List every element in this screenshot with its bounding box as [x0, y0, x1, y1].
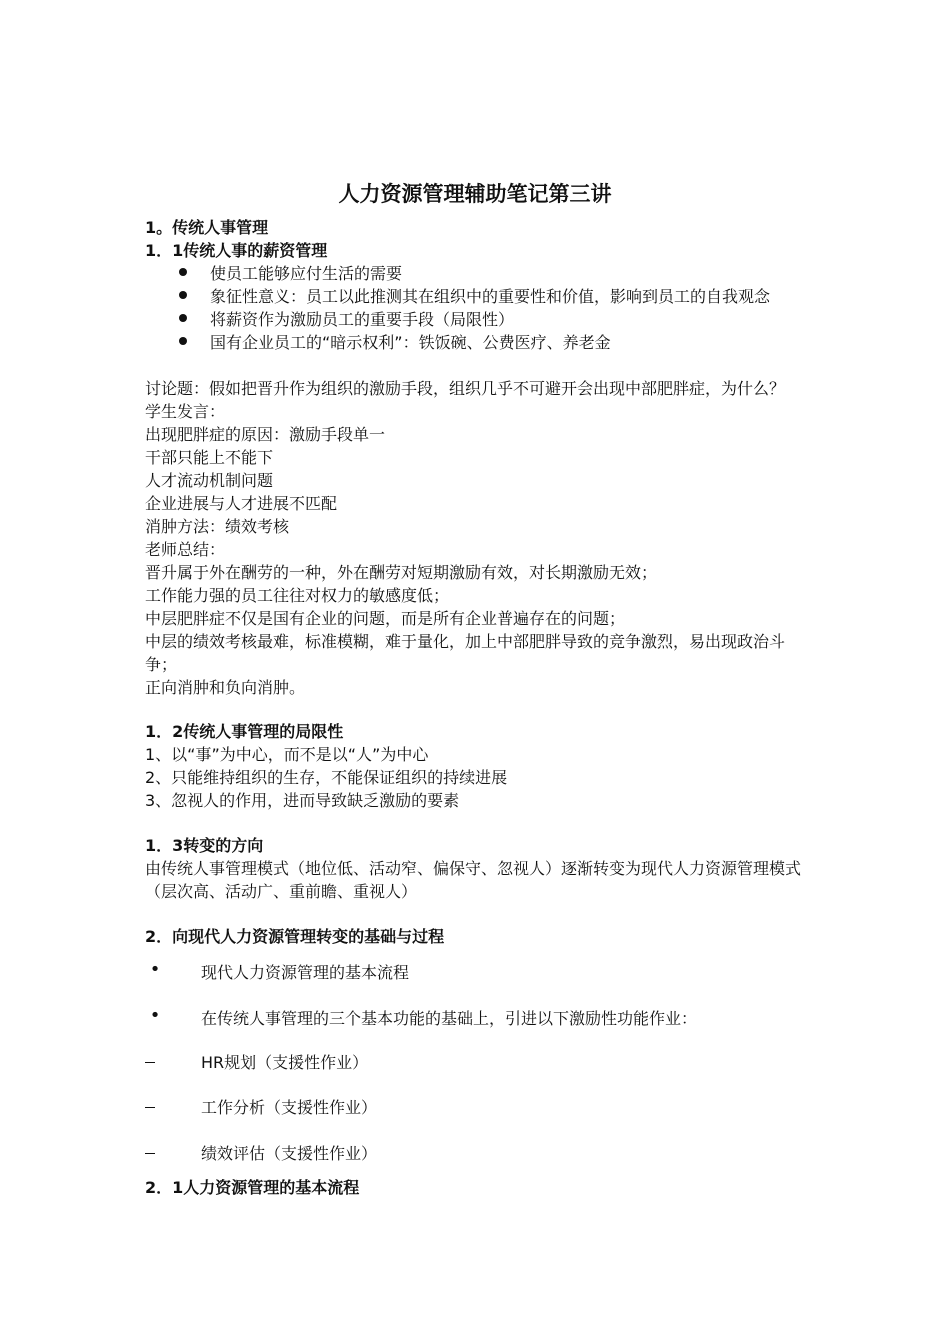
section-1-3-heading: 1．3转变的方向	[145, 836, 264, 855]
discussion-line: 企业进展与人才进展不匹配	[145, 494, 338, 513]
discussion-line: 老师总结：	[145, 540, 226, 559]
discussion-line: 中层肥胖症不仅是国有企业的问题，而是所有企业普遍存在的问题；	[145, 609, 626, 628]
section-1-heading: 1。传统人事管理	[145, 218, 269, 237]
discussion-line: 出现肥胖症的原因：激励手段单一	[145, 425, 386, 444]
paragraph: 由传统人事管理模式（地位低、活动窄、偏保守、忽视人）逐渐转变为现代人力资源管理模式（层次高、活动广、重前瞻、重视人）	[145, 859, 802, 901]
dash-icon	[145, 1062, 155, 1063]
discussion-line: 干部只能上不能下	[145, 448, 274, 467]
section-1-1-heading: 1．1传统人事的薪资管理	[145, 241, 328, 260]
bullet-dot-icon	[179, 291, 187, 299]
list-item: 象征性意义：员工以此推测其在组织中的重要性和价值，影响到员工的自我观念	[210, 287, 771, 306]
bullet-dot-icon	[179, 337, 187, 345]
list-item: 使员工能够应付生活的需要	[210, 264, 403, 283]
dash-icon	[145, 1153, 155, 1154]
bullet-dot-icon	[179, 314, 187, 322]
list-item: 2、只能维持组织的生存，不能保证组织的持续进展	[145, 768, 508, 787]
discussion-line: 学生发言：	[145, 402, 226, 421]
document-title: 人力资源管理辅助笔记第三讲	[338, 182, 612, 206]
list-item: 现代人力资源管理的基本流程	[201, 963, 410, 982]
list-item: 3、忽视人的作用，进而导致缺乏激励的要素	[145, 791, 460, 810]
list-item: 在传统人事管理的三个基本功能的基础上，引进以下激励性功能作业：	[201, 1009, 698, 1028]
bullet-dot-icon	[179, 268, 187, 276]
list-item: 将薪资作为激励员工的重要手段（局限性）	[210, 310, 515, 329]
dash-icon	[145, 1107, 155, 1108]
discussion-question: 讨论题：假如把晋升作为组织的激励手段，组织几乎不可避开会出现中部肥胖症，为什么？	[145, 379, 786, 398]
list-item: HR规划（支援性作业）	[201, 1053, 369, 1072]
section-1-2-heading: 1．2传统人事管理的局限性	[145, 722, 344, 741]
discussion-line: 晋升属于外在酬劳的一种，外在酬劳对短期激励有效，对长期激励无效；	[145, 563, 658, 582]
discussion-line: 工作能力强的员工往往对权力的敏感度低；	[145, 586, 450, 605]
discussion-line: 消肿方法：绩效考核	[145, 517, 290, 536]
section-2-heading: 2．向现代人力资源管理转变的基础与过程	[145, 927, 445, 946]
discussion-line: 中层的绩效考核最难，标准模糊，难于量化，加上中部肥胖导致的竞争激烈，易出现政治斗争；	[145, 632, 786, 674]
discussion-line: 正向消肿和负向消肿。	[145, 678, 306, 697]
list-item: 工作分析（支援性作业）	[201, 1098, 378, 1117]
discussion-line: 人才流动机制问题	[145, 471, 274, 490]
list-item: 国有企业员工的“暗示权利”：铁饭碗、公费医疗、养老金	[210, 333, 611, 352]
list-item: 1、以“事”为中心，而不是以“人”为中心	[145, 745, 429, 764]
section-2-1-heading: 2．1人力资源管理的基本流程	[145, 1178, 360, 1197]
bullet-icon: •	[149, 959, 161, 980]
bullet-icon: •	[149, 1005, 161, 1026]
list-item: 绩效评估（支援性作业）	[201, 1144, 378, 1163]
